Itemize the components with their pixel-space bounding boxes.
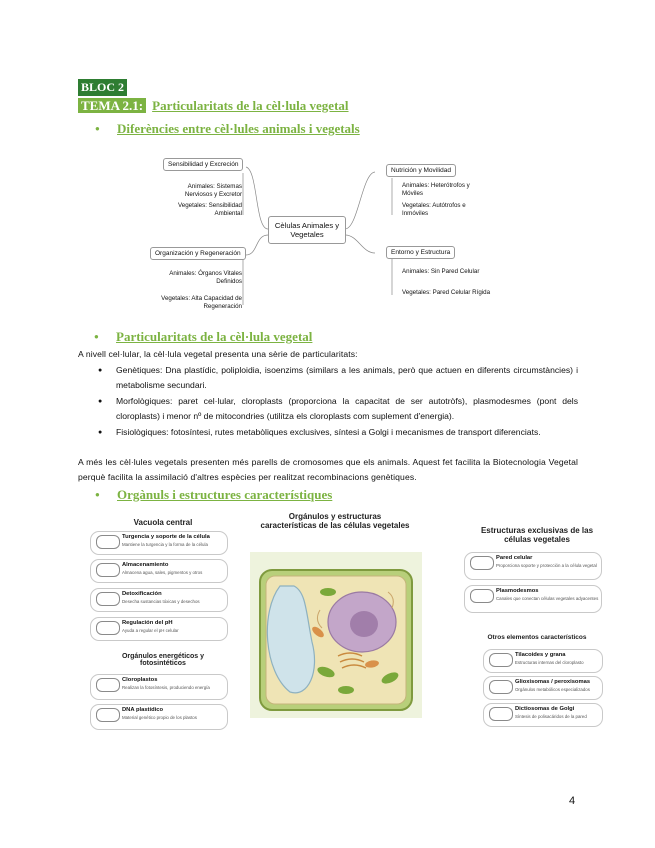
card-icon xyxy=(96,535,120,549)
card-text: Desecha sustancias tóxicas y desechos xyxy=(122,599,200,604)
card-icon xyxy=(96,592,120,606)
vacuole-title: Vacuola central xyxy=(133,518,193,527)
card-text: Almacena agua, sales, pigmentos y otros xyxy=(122,570,203,575)
card-icon xyxy=(96,678,120,692)
card-text: Material genético propio de los plastos xyxy=(122,715,197,720)
mindmap-leaf: Animales: Sistemas Nerviosos y Excretor xyxy=(184,183,242,198)
list-item-genetics: ● Genètiques: Dna plastídic, poliploidia, isoenzims (similars a les animals, però que actuen en diferents circumstàncies) i metabolisme secundari. xyxy=(116,363,578,394)
card-text: Estructuras internas del cloroplasto xyxy=(515,660,584,665)
info-card xyxy=(90,617,228,641)
list-item-morphology: ● Morfològiques: paret cel·lular, cloroplasts (proporciona la capacitat de ser autotròfs), plasmodesmes (pont dels cloroplasts) i menor nº de mitocondries (utilitza els cloroplasts com suplement d'energia). xyxy=(116,394,578,425)
card-text: Orgánulos metabólicos especializados xyxy=(515,687,590,692)
info-card xyxy=(90,704,228,730)
mindmap-leaf: Vegetales: Autótrofos e Inmóviles xyxy=(402,202,466,217)
info-card xyxy=(464,552,602,580)
card-icon xyxy=(470,556,494,570)
mindmap-node-nutricion: Nutrición y Movilidad xyxy=(386,164,456,177)
tema-title: Particularitats de la cèl·lula vegetal xyxy=(152,98,349,113)
card-title: DNA plastídico xyxy=(122,707,164,713)
card-title: Detoxificación xyxy=(122,591,162,597)
card-title: Pared celular xyxy=(496,555,533,561)
info-card xyxy=(90,559,228,583)
info-card xyxy=(90,531,228,555)
mindmap-leaf: Animales: Órganos Vitales Definidos xyxy=(169,270,242,285)
mindmap-node-organizacion: Organización y Regeneración xyxy=(150,247,246,260)
card-icon xyxy=(470,589,494,603)
energy-title: Orgánulos energéticos y fotosintéticos xyxy=(121,653,205,667)
section-heading-differences: ● Diferències entre cèl·lules animals i vegetals xyxy=(117,121,360,137)
list-item-physiology: ● Fisiològiques: fotosíntesi, rutes metabòliques exclusives, síntesi a Golgi i mecanismes de transport diferenciats. xyxy=(116,425,578,440)
mindmap-node-entorno: Entorno y Estructura xyxy=(386,246,455,259)
card-title: Dictiosomas de Golgi xyxy=(515,706,575,712)
tema-tag: TEMA 2.1: xyxy=(78,98,146,113)
card-icon xyxy=(96,563,120,577)
card-text: Canales que conectan células vegetales adyacentes xyxy=(496,596,599,601)
section-heading-particularities: ● Particularitats de la cèl·lula vegetal xyxy=(116,329,312,345)
exclusive-title: Estructuras exclusivas de las células vegetales xyxy=(480,526,594,544)
mindmap-leaf: Vegetales: Pared Celular Rígida xyxy=(402,289,491,296)
card-icon xyxy=(489,653,513,667)
page-number: 4 xyxy=(569,795,576,807)
info-card xyxy=(483,649,603,673)
card-text: Síntesis de polisacáridos de la pared xyxy=(515,714,587,719)
intro-paragraph: A nivell cel·lular, la cèl·lula vegetal presenta una sèrie de particularitats: xyxy=(78,349,358,359)
card-title: Regulación del pH xyxy=(122,620,173,626)
info-card xyxy=(483,676,603,700)
mindmap-leaf: Vegetales: Sensibilidad Ambiental xyxy=(178,202,242,217)
other-title: Otros elementos característicos xyxy=(487,634,587,641)
card-title: Cloroplastos xyxy=(122,677,158,683)
mindmap-center: Cèlulas Animales y Vegetales xyxy=(268,216,346,244)
bloc-label: BLOC 2 xyxy=(78,79,127,96)
tema-heading xyxy=(78,98,349,114)
card-title: Almacenamiento xyxy=(122,562,169,568)
outro-paragraph: A més les cèl·lules vegetals presenten més parells de cromosomes que els animals. Aquest fet facilita la Biotecnologia Vegetal perquè facilita la assimilació d'altres espècies per realitzat recombinacions genètiques. xyxy=(78,457,578,482)
card-text: Ayuda a regular el pH celular xyxy=(122,628,179,633)
organelles-infographic xyxy=(78,508,606,734)
mindmap-leaf: Animales: Sin Pared Celular xyxy=(402,268,480,275)
info-card xyxy=(483,703,603,727)
info-card xyxy=(90,674,228,700)
card-icon xyxy=(489,707,513,721)
card-title: Plasmodesmos xyxy=(496,588,539,594)
info-card xyxy=(464,585,602,613)
info-card xyxy=(90,588,228,612)
mindmap-node-sensibilidad: Sensibilidad y Excreción xyxy=(163,158,243,171)
plant-cell-illustration xyxy=(250,552,422,718)
card-icon xyxy=(96,708,120,722)
card-title: Tilacoides y grana xyxy=(515,652,566,658)
card-title: Glioxisomas / peroxisomas xyxy=(515,679,591,685)
card-icon xyxy=(489,680,513,694)
card-text: Mantiene la turgencia y la forma de la célula xyxy=(122,542,208,547)
card-icon xyxy=(96,621,120,635)
mindmap-leaf: Animales: Heterótrofos y Móviles xyxy=(402,182,470,197)
center-title: Orgánulos y estructuras características de las células vegetales xyxy=(260,512,410,530)
card-text: Realizan la fotosíntesis, produciendo energía xyxy=(122,685,210,690)
card-title: Turgencia y soporte de la célula xyxy=(122,534,210,540)
section-heading-organelles: ● Orgànuls i estructures característiques xyxy=(117,487,332,503)
card-text: Proporciona soporte y protección a la célula vegetal xyxy=(496,563,597,568)
mindmap-leaf: Vegetales: Alta Capacidad de Regeneración xyxy=(161,295,242,310)
